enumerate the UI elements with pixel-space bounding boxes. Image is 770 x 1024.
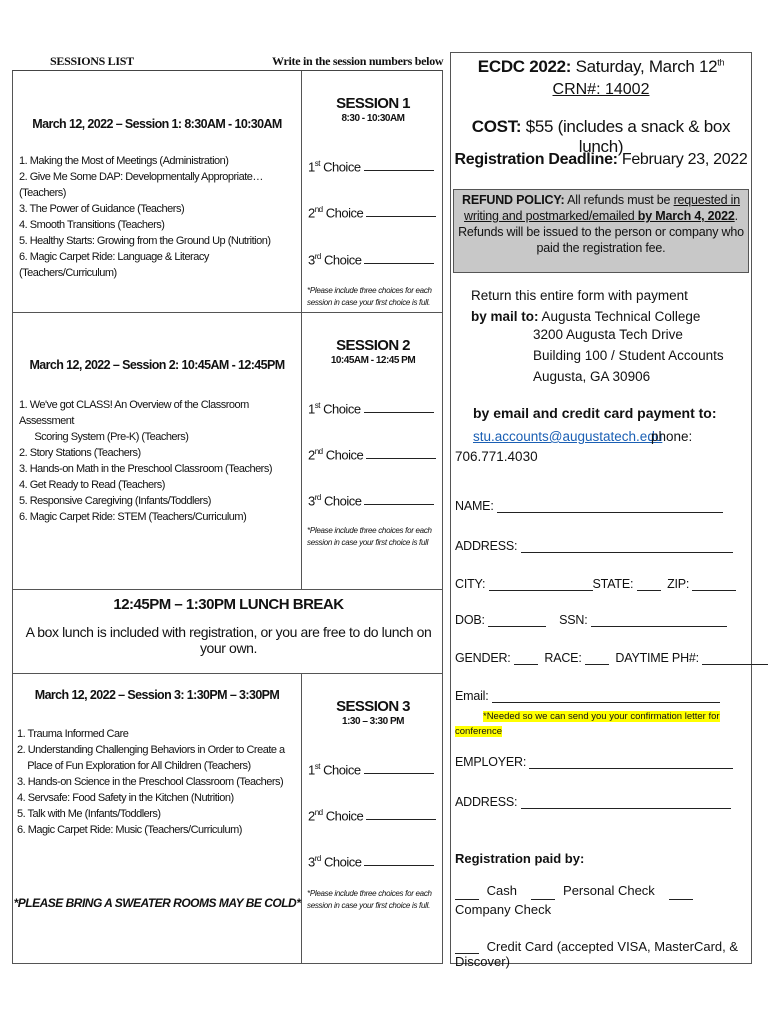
column-divider [301, 674, 302, 963]
email-payment-heading: by email and credit card payment to: [473, 405, 717, 421]
phone-label: phone: [651, 429, 693, 444]
session-3-block [12, 674, 443, 964]
accounts-email-link[interactable]: stu.accounts@augustatech.edu [473, 429, 663, 444]
session-2-third-choice[interactable]: 3rd Choice [308, 493, 434, 508]
name-field[interactable]: NAME: [455, 499, 723, 513]
employer-address-field[interactable]: ADDRESS: [455, 795, 731, 809]
session-2-header [303, 337, 443, 366]
session-3-title: March 12, 2022 – Session 3: 1:30PM – 3:30PM [34, 688, 280, 702]
gender-race-phone-field[interactable]: GENDER: RACE: DAYTIME PH#: [455, 651, 768, 665]
dob-ssn-field[interactable]: DOB: SSN: [455, 613, 727, 627]
payment-options [455, 881, 747, 919]
registration-panel [450, 52, 752, 969]
session-3-list [17, 726, 299, 838]
session-1-header [303, 95, 443, 124]
list-item: 6. Magic Carpet Ride: STEM (Teachers/Curriculum) [19, 511, 247, 523]
list-item: 6. Magic Carpet Ride: Language & Literacy (Teachers/Curriculum) [19, 251, 209, 279]
session-1-second-choice[interactable]: 2nd Choice [308, 205, 436, 220]
list-item: 1. Trauma Informed Care [17, 728, 129, 740]
address-field[interactable]: ADDRESS: [455, 539, 733, 553]
session-1-time: 8:30 - 10:30AM [341, 113, 405, 124]
session-2-note: *Please include three choices for each session in case your first choice is full [307, 526, 432, 547]
list-item: 6. Magic Carpet Ride: Music (Teachers/Curriculum) [17, 824, 242, 836]
session-3-time: 1:30 – 3:30 PM [342, 716, 404, 727]
registration-deadline: Registration Deadline: February 23, 2022 [454, 151, 748, 168]
list-item: 3. Hands-on Science in the Preschool Classroom (Teachers) [17, 776, 284, 788]
credit-card-option[interactable]: Credit Card (accepted VISA, MasterCard, & Discover) [455, 939, 739, 969]
lunch-title: 12:45PM – 1:30PM LUNCH BREAK [113, 596, 344, 613]
sessions-list-heading: SESSIONS LIST [50, 54, 134, 68]
payment-heading: Registration paid by: [455, 851, 585, 866]
list-item: 4. Get Ready to Read (Teachers) [19, 479, 165, 491]
session-1-name: SESSION 1 [336, 95, 410, 112]
list-item: 4. Smooth Transitions (Teachers) [19, 219, 165, 231]
list-item: 5. Healthy Starts: Growing from the Ground Up (Nutrition) [19, 235, 271, 247]
personal-check-option[interactable]: Personal Check [531, 883, 654, 898]
list-item: 2. Give Me Some DAP: Developmentally Appropriate… (Teachers) [19, 171, 263, 199]
refund-policy: REFUND POLICY: All refunds must be requested in writing and postmarked/emailed by March 4, 2022. Refunds will be issued to the person or company who paid the registration fee. [453, 189, 749, 273]
session-2-time: 10:45AM - 12:45 PM [330, 355, 416, 366]
session-2-name: SESSION 2 [336, 337, 410, 354]
session-2-block [12, 313, 443, 590]
lunch-text: A box lunch is included with registration, or you are free to do lunch on your own. [25, 624, 432, 656]
phone-number: 706.771.4030 [455, 449, 538, 464]
write-in-heading: Write in the session numbers below [272, 54, 444, 68]
email-field[interactable]: Email: [455, 689, 720, 703]
session-3-note: *Please include three choices for each session in case your first choice is full. [307, 889, 432, 910]
list-item: Scoring System (Pre-K) (Teachers) [19, 431, 189, 443]
company-check-option[interactable]: Company Check [455, 883, 697, 917]
session-3-name: SESSION 3 [336, 698, 410, 715]
email-note: *Needed so we can send you your confirmation letter for conference [455, 711, 720, 737]
employer-field[interactable]: EMPLOYER: [455, 755, 733, 769]
session-1-title: March 12, 2022 – Session 1: 8:30AM - 10:30AM [32, 117, 282, 131]
sweater-note: *PLEASE BRING A SWEATER ROOMS MAY BE COLD* [13, 896, 301, 910]
return-instructions: Return this entire form with payment by mail to: Augusta Technical College [471, 288, 701, 324]
session-3-first-choice[interactable]: 1st Choice [308, 762, 434, 777]
session-1-list [19, 153, 301, 281]
lunch-block [12, 590, 443, 674]
column-divider [301, 71, 302, 312]
session-1-first-choice[interactable]: 1st Choice [308, 159, 434, 174]
list-item: 2. Understanding Challenging Behaviors in Order to Create a [17, 744, 285, 756]
list-item: 2. Story Stations (Teachers) [19, 447, 141, 459]
list-item: 5. Responsive Caregiving (Infants/Toddlers) [19, 495, 211, 507]
list-item: Place of Fun Exploration for All Children (Teachers) [17, 760, 251, 772]
list-item: 5. Talk with Me (Infants/Toddlers) [17, 808, 161, 820]
session-3-third-choice[interactable]: 3rd Choice [308, 854, 434, 869]
list-item: 1. We've got CLASS! An Overview of the Classroom Assessment [19, 399, 249, 427]
session-2-first-choice[interactable]: 1st Choice [308, 401, 434, 416]
list-item: 4. Servsafe: Food Safety in the Kitchen (Nutrition) [17, 792, 234, 804]
mail-address-line: 3200 Augusta Tech Drive [533, 327, 683, 342]
session-1-note: *Please include three choices for each session in case your first choice is full. [307, 286, 432, 307]
city-state-zip-field[interactable]: CITY: STATE: ZIP: [455, 577, 736, 591]
mail-address-line: Building 100 / Student Accounts [533, 348, 724, 363]
session-3-header [303, 698, 443, 727]
mail-address-line: Augusta, GA 30906 [533, 369, 651, 384]
list-item: 1. Making the Most of Meetings (Administration) [19, 155, 229, 167]
crn-number: CRN#: 14002 [552, 81, 650, 98]
session-2-second-choice[interactable]: 2nd Choice [308, 447, 436, 462]
event-title: ECDC 2022: Saturday, March 12th [477, 57, 725, 76]
session-1-block [12, 70, 443, 313]
session-2-list [19, 397, 301, 525]
session-2-title: March 12, 2022 – Session 2: 10:45AM - 12:45PM [29, 358, 285, 372]
cash-option[interactable]: Cash [455, 883, 517, 898]
session-3-second-choice[interactable]: 2nd Choice [308, 808, 436, 823]
cost-line: COST: $55 (includes a snack & box lunch) [471, 117, 731, 156]
session-1-third-choice[interactable]: 3rd Choice [308, 252, 434, 267]
list-item: 3. The Power of Guidance (Teachers) [19, 203, 185, 215]
list-item: 3. Hands-on Math in the Preschool Classroom (Teachers) [19, 463, 273, 475]
column-divider [301, 313, 302, 589]
